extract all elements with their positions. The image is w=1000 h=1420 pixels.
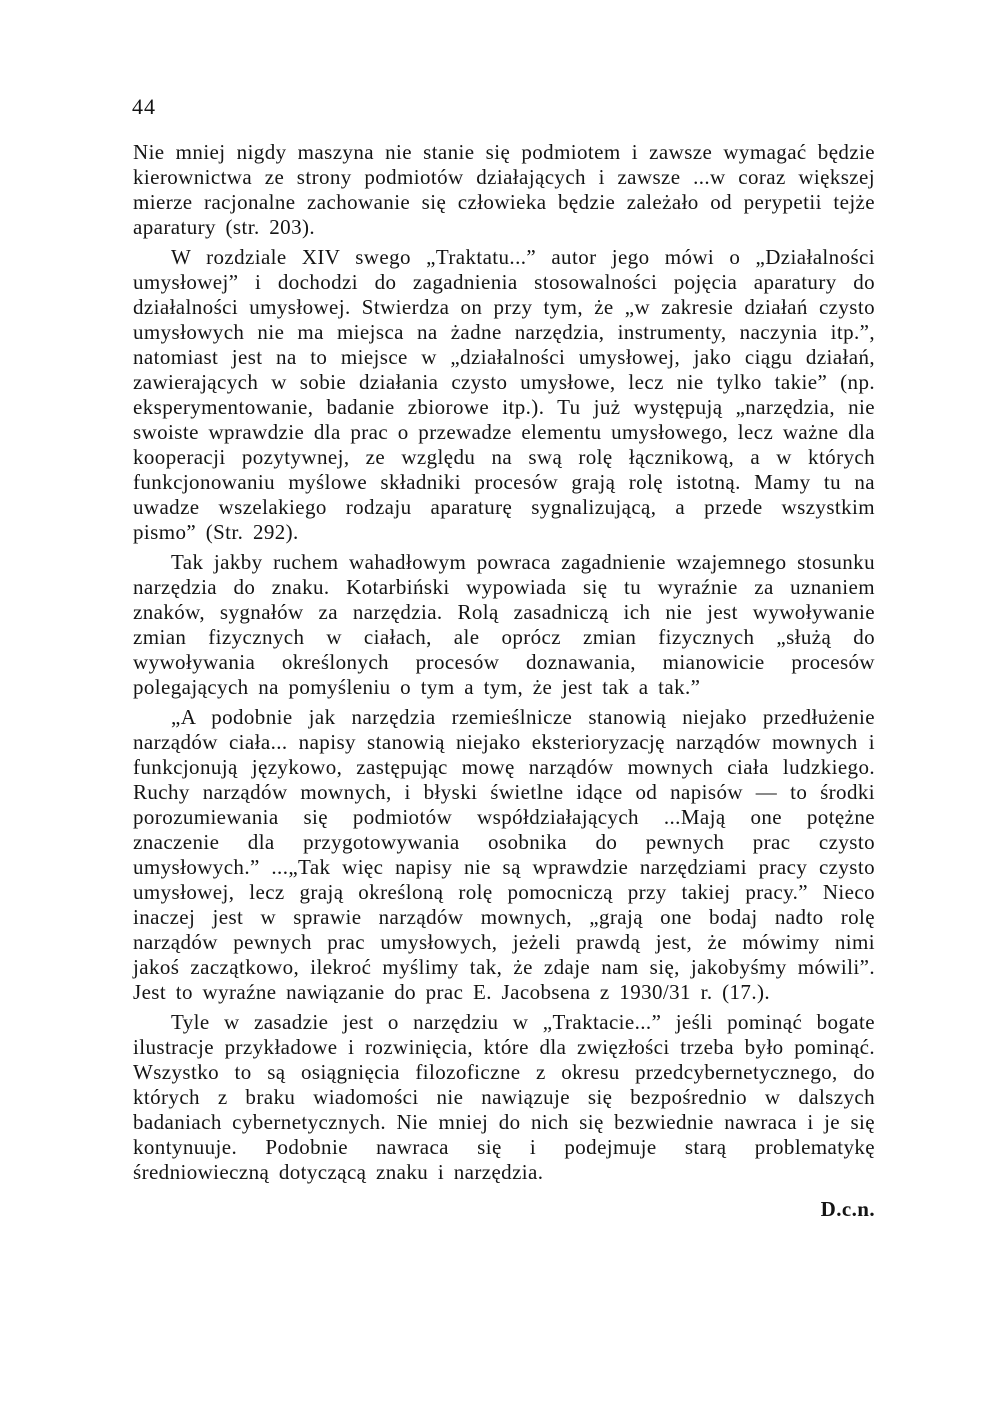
- paragraph-quote-tools: „A podobnie jak narzędzia rzemieślnicze stanowią niejako przedłużenie narządów ciała... napisy stanowią niejako eksterioryzację narządów mownych i funkcjonują językowo, zastępując mowę narządów mownych ciała ludzkiego. Ruchy narządów mownych, i błyski świetlne idące od napisów — to środki porozumiewania się podmiotów współdziałających ...Mają one potężne znaczenie dla przygotowywania osobnika do pewnych prac czysto umysłowych.” ...„Tak więc napisy nie są wprawdzie narzędziami pracy czysto umysłowej, lecz grają określoną rolę pomocniczą przy takiej pracy.” Nieco inaczej jest w sprawie narządów mownych, „grają one bodaj nadto rolę narządów pewnych prac umysłowych, jeżeli prawdą jest, że mówimy nimi jakoś zaczątkowo, ilekroć myślimy tak, że zdaje nam się, jakobyśmy mówili”. Jest to wyraźne nawiązanie do prac E. Jacobsena z 1930/31 r. (17.).: [133, 705, 875, 1004]
- text-block: [133, 140, 875, 1222]
- paragraph-summary: Tyle w zasadzie jest o narzędziu w „Traktacie...” jeśli pominąć bogate ilustracje przykładowe i rozwinięcia, które dla zwięzłości trzeba było pominąć. Wszystko to są osiągnięcia filozoficzne z okresu przedcybernetycznego, do których z braku wiadomości nie nawiązuje się bezpośrednio w dalszych badaniach cybernetycznych. Nie mniej do nich się bezwiednie nawraca i je się kontynuuje. Podobnie nawraca się i podejmuje starą problematykę średniowieczną dotyczącą znaku i narzędzia.: [133, 1010, 875, 1184]
- paragraph-continuation: Nie mniej nigdy maszyna nie stanie się podmiotem i zawsze wymagać będzie kierownictwa ze strony podmiotów działających i zawsze ...w coraz większej mierze racjonalne zachowanie się człowieka będzie zależało od perypetii tejże aparatury (str. 203).: [133, 140, 875, 239]
- paragraph-chapter-xiv: W rozdziale XIV swego „Traktatu...” autor jego mówi o „Działalności umysłowej” i dochodzi do zagadnienia stosowalności pojęcia aparatury do działalności umysłowej. Stwierdza on przy tym, że „w zakresie działań czysto umysłowych nie ma miejsca na żadne narzędzia, instrumenty, naczynia itp.”, natomiast jest na to miejsce w „działalności umysłowej, jako ciągu działań, zawierających w sobie działania czysto umysłowe, lecz nie tylko takie” (np. eksperymentowanie, badanie zbiorowe itp.). Tu już występują „narzędzia, nie swoiste wprawdzie dla prac o przewadze elementu umysłowego, lecz ważne dla kooperacji pozytywnej, ze względu na swą rolę łącznikową, a w których funkcjonowaniu myślowe składniki procesów grają rolę istotną. Mamy tu na uwadze wszelakiego rodzaju aparaturę sygnalizującą, a przede wszystkim pismo” (Str. 292).: [133, 245, 875, 544]
- paragraph-pendulum: Tak jakby ruchem wahadłowym powraca zagadnienie wzajemnego stosunku narzędzia do znaku. Kotarbiński wypowiada się tu wyraźnie za uznaniem znaków, sygnałów za narzędzia. Rolą zasadniczą ich nie jest wywoływanie zmian fizycznych w ciałach, ale oprócz zmian fizycznych „służą do wywoływania określonych procesów doznawania, mianowicie procesów polegających na pomyśleniu o tym a tym, że jest tak a tak.”: [133, 550, 875, 699]
- closing-abbreviation: D.c.n.: [820, 1197, 875, 1221]
- page-number: 44: [132, 94, 156, 119]
